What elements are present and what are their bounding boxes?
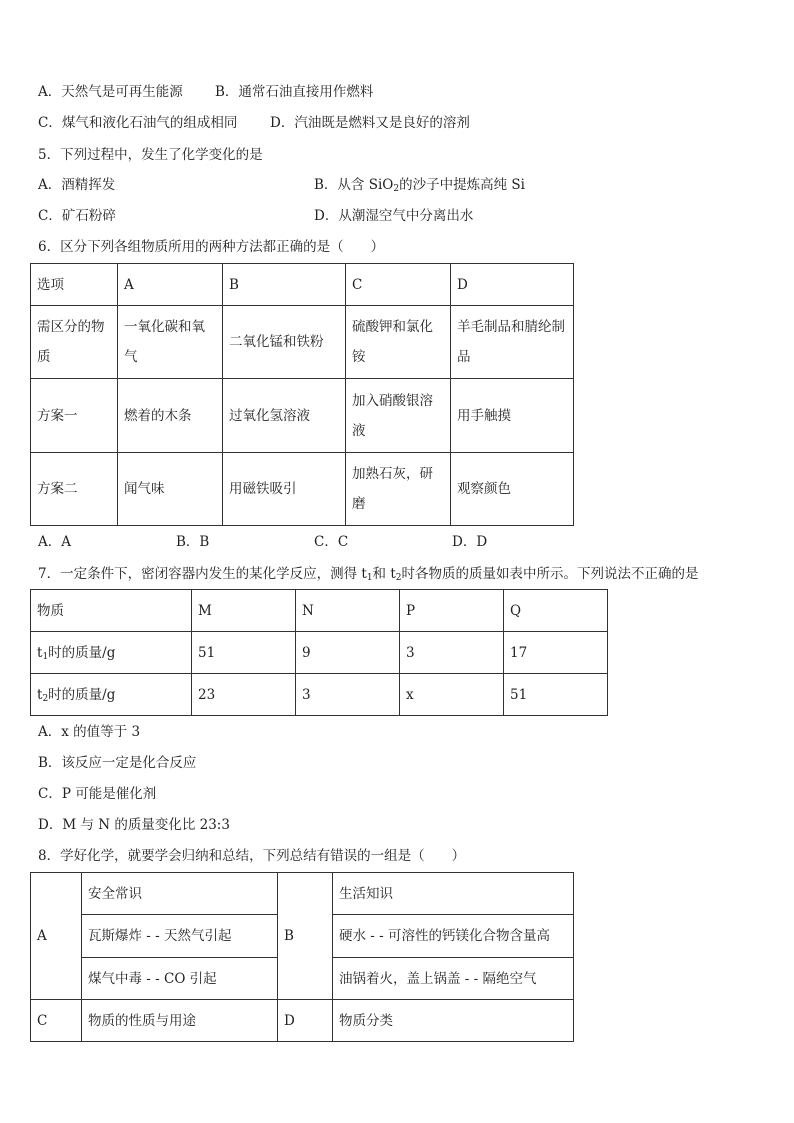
q8-group-b-title: 生活知识 bbox=[333, 873, 574, 915]
q8-group-a-label: A bbox=[31, 873, 82, 1000]
q4-option-a: A．天然气是可再生能源 bbox=[38, 84, 183, 100]
q8-group-c-label: C bbox=[31, 1000, 82, 1042]
q8-stem: 8．学好化学，就要学会归纳和总结，下列总结有错误的一组是（ ） bbox=[38, 848, 466, 864]
q6-header-cell: B bbox=[223, 264, 346, 306]
q6-cell: 用磁铁吸引 bbox=[223, 453, 346, 526]
q6-row-label: 方案二 bbox=[31, 453, 118, 526]
q6-option-d: D．D bbox=[452, 534, 488, 550]
q6-row-label: 方案一 bbox=[31, 379, 118, 453]
q5-stem: 5．下列过程中，发生了化学变化的是 bbox=[38, 147, 263, 163]
q8-group-a-item: 瓦斯爆炸 - - 天然气引起 bbox=[82, 915, 278, 958]
q6-cell: 燃着的木条 bbox=[118, 379, 223, 453]
q7-header-cell: P bbox=[400, 590, 504, 632]
q8-table bbox=[30, 872, 574, 1042]
q7-option-b: B．该反应一定是化合反应 bbox=[38, 755, 197, 771]
q7-cell: 3 bbox=[296, 674, 400, 716]
q7-cell: 17 bbox=[504, 632, 608, 674]
q5-option-b: B．从含 SiO$_2$的沙子中提炼高纯 Si bbox=[314, 177, 525, 194]
q7-table bbox=[30, 589, 608, 716]
q7-header-row bbox=[31, 590, 608, 632]
q7-option-d: D．M 与 N 的质量变化比 23:3 bbox=[38, 817, 230, 833]
q7-header-cell: 物质 bbox=[31, 590, 192, 632]
q5-option-a: A．酒精挥发 bbox=[38, 177, 116, 193]
q8-group-d-title: 物质分类 bbox=[333, 1000, 574, 1042]
q7-cell: 51 bbox=[192, 632, 296, 674]
q6-option-a: A．A bbox=[38, 534, 71, 550]
q8-group-c-title: 物质的性质与用途 bbox=[82, 1000, 278, 1042]
q6-cell: 加入硝酸银溶液 bbox=[346, 379, 451, 453]
q5-option-d: D．从潮湿空气中分离出水 bbox=[314, 208, 474, 224]
q6-option-b: B．B bbox=[176, 534, 210, 550]
q7-row-label: $t_1$时的质量/g bbox=[31, 632, 192, 674]
q8-group-b-item: 油锅着火，盖上锅盖 - - 隔绝空气 bbox=[333, 958, 574, 1000]
q6-stem: 6．区分下列各组物质所用的两种方法都正确的是（ ） bbox=[38, 239, 385, 255]
q6-header-cell: C bbox=[346, 264, 451, 306]
q7-row-label: $t_2$时的质量/g bbox=[31, 674, 192, 716]
q6-table bbox=[30, 263, 574, 526]
q4-option-b: B．通常石油直接用作燃料 bbox=[215, 84, 374, 100]
q8-group-d-label: D bbox=[278, 1000, 333, 1042]
q4-option-c: C．煤气和液化石油气的组成相同 bbox=[38, 115, 238, 131]
q7-cell: 23 bbox=[192, 674, 296, 716]
q6-header-cell: D bbox=[451, 264, 574, 306]
table-row bbox=[31, 453, 574, 526]
q7-header-cell: Q bbox=[504, 590, 608, 632]
q4-option-d: D．汽油既是燃料又是良好的溶剂 bbox=[270, 115, 470, 131]
q6-cell: 过氧化氢溶液 bbox=[223, 379, 346, 453]
q5-option-c: C．矿石粉碎 bbox=[38, 208, 116, 224]
q6-cell: 羊毛制品和腈纶制品 bbox=[451, 306, 574, 379]
q7-header-cell: M bbox=[192, 590, 296, 632]
q8-group-a-title: 安全常识 bbox=[82, 873, 278, 915]
q7-option-c: C．P 可能是催化剂 bbox=[38, 786, 157, 802]
table-row bbox=[31, 1000, 574, 1042]
q6-cell: 闻气味 bbox=[118, 453, 223, 526]
q8-group-a-item: 煤气中毒 - - CO 引起 bbox=[82, 958, 278, 1000]
q7-cell: 3 bbox=[400, 632, 504, 674]
q6-cell: 硫酸钾和氯化铵 bbox=[346, 306, 451, 379]
q7-option-a: A．x 的值等于 3 bbox=[38, 724, 141, 740]
q6-header-row bbox=[31, 264, 574, 306]
q7-cell: 51 bbox=[504, 674, 608, 716]
q7-cell: x bbox=[400, 674, 504, 716]
table-row bbox=[31, 674, 608, 716]
q7-cell: 9 bbox=[296, 632, 400, 674]
q8-group-b-item: 硬水 - - 可溶性的钙镁化合物含量高 bbox=[333, 915, 574, 958]
q7-stem: 7．一定条件下，密闭容器内发生的某化学反应，测得 $t_1$和 $t_2$时各物质的质量如表中所示。下列说法不正确的是 bbox=[38, 566, 699, 583]
table-row bbox=[31, 632, 608, 674]
q6-option-c: C．C bbox=[314, 534, 349, 550]
table-row bbox=[31, 379, 574, 453]
table-row bbox=[31, 306, 574, 379]
q7-header-cell: N bbox=[296, 590, 400, 632]
q8-group-b-label: B bbox=[278, 873, 333, 1000]
q6-cell: 一氧化碳和氧气 bbox=[118, 306, 223, 379]
table-row bbox=[31, 873, 574, 915]
q6-cell: 用手触摸 bbox=[451, 379, 574, 453]
q6-header-cell: 选项 bbox=[31, 264, 118, 306]
q6-cell: 二氧化锰和铁粉 bbox=[223, 306, 346, 379]
q6-cell: 加熟石灰，研磨 bbox=[346, 453, 451, 526]
q6-header-cell: A bbox=[118, 264, 223, 306]
q6-cell: 观察颜色 bbox=[451, 453, 574, 526]
q6-row-label: 需区分的物质 bbox=[31, 306, 118, 379]
